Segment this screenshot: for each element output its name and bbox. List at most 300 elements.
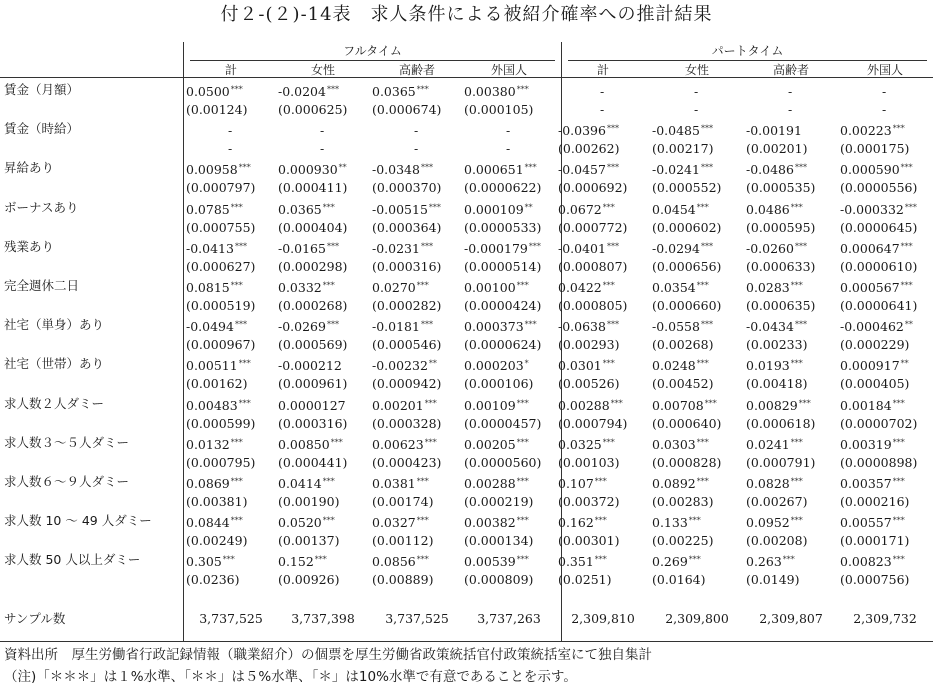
significance-marker: *** [602, 202, 615, 212]
coefficient-value: 0.00184 [840, 397, 892, 413]
coefficient-value: 0.0000127 [278, 397, 346, 413]
standard-error-cell: - [228, 141, 233, 157]
significance-marker: *** [700, 163, 713, 173]
standard-error-cell: - [882, 102, 887, 117]
coefficient-value: 0.0301 [558, 358, 602, 374]
significance-marker: *** [696, 281, 709, 290]
standard-error-cell: (0.000229) [840, 337, 910, 353]
coefficient-value: 0.0500 [186, 84, 230, 99]
coefficient-value: 0.00109 [464, 397, 516, 413]
standard-error-cell: (0.000595) [746, 219, 816, 235]
coefficient-cell [186, 81, 286, 99]
sample-size-value: 2,309,807 [759, 611, 823, 626]
coefficient-value: 0.00708 [652, 397, 704, 413]
coefficient-value: 0.133 [652, 515, 688, 531]
coefficient-value: 0.000109 [464, 201, 524, 217]
significance-marker: *** [904, 202, 917, 212]
coefficient-value: 0.0132 [186, 436, 230, 452]
coefficient-cell [746, 355, 846, 373]
coefficient-cell [746, 159, 846, 177]
coefficient-value: -0.0241 [652, 162, 700, 178]
standard-error-cell: (0.000316) [278, 415, 348, 431]
coefficient-cell [278, 473, 378, 491]
standard-error-cell: - [694, 102, 699, 117]
coefficient-value: 0.107 [558, 476, 594, 491]
standard-error-cell: (0.00233) [746, 337, 808, 353]
row-label: 完全週休二日 [4, 278, 80, 293]
standard-error-cell: (0.000640) [652, 415, 722, 431]
coefficient-cell [652, 512, 752, 530]
significance-marker: *** [524, 320, 537, 330]
coefficient-cell [464, 512, 564, 530]
coefficient-cell [464, 238, 564, 256]
significance-marker: ** [338, 163, 347, 173]
coefficient-cell [746, 238, 846, 256]
coefficient-value: - [694, 84, 699, 99]
coefficient-cell [746, 120, 846, 138]
significance-marker: *** [420, 163, 433, 173]
standard-error-cell: (0.0000645) [840, 219, 918, 235]
significance-marker: *** [230, 281, 243, 290]
coefficient-value: - [320, 123, 325, 139]
coefficient-cell [558, 473, 658, 491]
significance-marker: *** [416, 477, 429, 486]
coefficient-value: 0.0892 [652, 476, 696, 491]
standard-error-cell: (0.000618) [746, 415, 816, 431]
coefficient-cell [464, 277, 564, 295]
coefficient-cell [840, 120, 933, 138]
coefficient-value: 0.0815 [186, 280, 230, 295]
coefficient-cell [186, 395, 286, 413]
coefficient-cell [278, 199, 378, 217]
significance-marker: *** [700, 320, 713, 330]
standard-error-cell: (0.000961) [278, 376, 348, 392]
column-header: 計 [224, 63, 237, 77]
significance-marker: * [524, 359, 529, 369]
standard-error-cell: (0.000807) [558, 258, 628, 274]
significance-marker: *** [524, 163, 537, 173]
coefficient-cell [464, 316, 564, 334]
standard-error-cell: (0.000370) [372, 180, 442, 196]
group-header-label: フルタイム [343, 44, 402, 58]
coefficient-value: 0.0422 [558, 280, 602, 295]
coefficient-value: 0.263 [746, 554, 782, 570]
coefficient-cell [558, 355, 658, 373]
coefficient-value: 0.0248 [652, 358, 696, 374]
row-label: 残業あり [4, 238, 55, 254]
standard-error-cell: (0.000599) [186, 415, 256, 431]
coefficient-cell [186, 199, 286, 217]
significance-marker: *** [688, 555, 701, 565]
coefficient-value: 0.00288 [558, 397, 610, 413]
standard-error-cell: - [788, 102, 793, 117]
significance-marker: *** [892, 516, 905, 526]
significance-marker: *** [700, 241, 713, 251]
significance-marker: *** [222, 555, 235, 565]
significance-marker: *** [790, 359, 803, 369]
row-label: 求人数 50 人以上ダミー [4, 552, 141, 568]
significance-marker: *** [322, 281, 335, 290]
coefficient-cell [372, 434, 472, 452]
coefficient-cell [278, 395, 378, 413]
standard-error-cell: (0.000795) [186, 454, 256, 470]
significance-marker: *** [416, 555, 429, 565]
coefficient-value: 0.00205 [464, 436, 516, 452]
significance-marker: *** [704, 398, 717, 408]
significance-marker: *** [606, 163, 619, 173]
coefficient-cell [372, 316, 472, 334]
coefficient-cell [840, 316, 933, 334]
coefficient-cell [840, 434, 933, 452]
standard-error-cell: (0.00225) [652, 533, 714, 549]
significance-marker: *** [594, 477, 607, 486]
standard-error-cell: (0.00174) [372, 494, 434, 509]
standard-error-cell: (0.00381) [186, 494, 248, 509]
coefficient-value: -0.0204 [278, 84, 326, 99]
standard-error-cell: (0.00418) [746, 376, 808, 392]
significance-marker: *** [314, 555, 327, 565]
coefficient-value: 0.0414 [278, 476, 322, 491]
coefficient-value: 0.0365 [278, 201, 322, 217]
coefficient-value: - [600, 84, 605, 99]
column-header: 女性 [684, 63, 709, 77]
coefficient-value: 0.305 [186, 554, 222, 570]
coefficient-value: -0.0269 [278, 319, 326, 335]
coefficient-cell [186, 473, 286, 491]
coefficient-value: 0.0270 [372, 280, 416, 295]
standard-error-cell: (0.0000898) [840, 454, 918, 470]
standard-error-cell: (0.000105) [464, 102, 534, 117]
standard-error-cell: (0.000625) [278, 102, 348, 117]
row-label: 求人数６～９人ダミー [4, 474, 130, 489]
standard-error-cell: (0.000268) [278, 298, 348, 313]
coefficient-value: 0.0365 [372, 84, 416, 99]
coefficient-cell [746, 316, 846, 334]
coefficient-value: -0.00191 [746, 123, 802, 139]
coefficient-cell [746, 512, 846, 530]
standard-error-cell: (0.000692) [558, 180, 628, 196]
coefficient-value: - [788, 84, 793, 99]
significance-marker: *** [420, 241, 433, 251]
coefficient-cell [558, 551, 658, 569]
table-title: 付２-(２)-14表 求人条件による被紹介確率への推計結果 [220, 4, 713, 25]
significance-marker: *** [424, 398, 437, 408]
row-label: 求人数 10 ～ 49 人ダミー [4, 513, 152, 529]
standard-error-cell: (0.000791) [746, 454, 816, 470]
significance-marker: *** [326, 320, 339, 330]
coefficient-value: 0.00823 [840, 554, 892, 570]
coefficient-cell [464, 159, 564, 177]
coefficient-value: 0.0332 [278, 280, 322, 295]
coefficient-cell [746, 473, 846, 491]
significance-marker: *** [234, 320, 247, 330]
coefficient-value: -0.0260 [746, 240, 794, 256]
standard-error-cell: (0.000967) [186, 337, 256, 353]
coefficient-value: 0.0869 [186, 476, 230, 491]
coefficient-value: 0.0381 [372, 476, 416, 491]
significance-marker: *** [326, 85, 339, 94]
header-rule [0, 77, 933, 78]
significance-marker: *** [696, 477, 709, 486]
significance-marker: *** [230, 85, 243, 94]
significance-marker: *** [528, 241, 541, 251]
coefficient-cell [464, 81, 564, 99]
standard-error-cell: (0.000546) [372, 337, 442, 353]
significance-marker: *** [424, 437, 437, 447]
coefficient-cell [840, 159, 933, 177]
standard-error-cell: (0.000660) [652, 298, 722, 313]
standard-error-cell: (0.0000610) [840, 258, 918, 274]
significance-marker: *** [238, 359, 251, 369]
coefficient-cell [372, 551, 472, 569]
standard-error-cell: (0.00201) [746, 141, 808, 157]
significance-marker: *** [892, 555, 905, 565]
coefficient-cell [652, 355, 752, 373]
significance-marker: *** [516, 398, 529, 408]
coefficient-cell [464, 199, 564, 217]
significance-marker: *** [696, 202, 709, 212]
significance-marker: *** [322, 477, 335, 486]
significance-marker: *** [416, 85, 429, 94]
coefficient-cell [652, 238, 752, 256]
coefficient-cell [558, 434, 658, 452]
row-label: ボーナスあり [4, 199, 79, 215]
coefficient-value: -0.0348 [372, 162, 420, 178]
coefficient-cell [464, 434, 564, 452]
standard-error-cell: (0.0000533) [464, 219, 542, 235]
significance-marker: *** [420, 320, 433, 330]
significance-marker: *** [602, 281, 615, 290]
standard-error-cell: (0.00926) [278, 572, 340, 588]
coefficient-cell [278, 316, 378, 334]
coefficient-cell [278, 512, 378, 530]
coefficient-value: 0.000590 [840, 162, 900, 178]
group-header-fulltime [184, 42, 561, 60]
coefficient-value: 0.00201 [372, 397, 424, 413]
coefficient-value: 0.000651 [464, 162, 524, 178]
row-label: 求人数３～５人ダミー [4, 434, 130, 450]
coefficient-value: 0.00511 [186, 358, 238, 374]
coefficient-value: 0.0785 [186, 201, 230, 217]
row-label: 求人数２人ダミー [4, 395, 105, 411]
standard-error-cell: (0.000364) [372, 219, 442, 235]
row-label: 昇給あり [4, 160, 55, 176]
coefficient-cell [464, 395, 564, 413]
coefficient-value: 0.0952 [746, 515, 790, 531]
coefficient-value: - [882, 84, 887, 99]
group-header-label: パートタイム [711, 44, 784, 58]
significance-note: （注)「＊＊＊」は１%水準、「＊＊」は５%水準、「＊」は10%水準で有意であることを示す。 [4, 669, 577, 685]
coefficient-cell [464, 551, 564, 569]
coefficient-value: 0.0672 [558, 201, 602, 217]
standard-error-cell: (0.000805) [558, 298, 628, 313]
significance-marker: *** [428, 202, 441, 212]
coefficient-value: 0.0844 [186, 515, 230, 531]
coefficient-cell [186, 238, 286, 256]
coefficient-value: - [506, 123, 511, 139]
coefficient-value: 0.00100 [464, 280, 516, 295]
significance-marker: ** [900, 359, 909, 369]
coefficient-cell [840, 395, 933, 413]
coefficient-value: 0.0283 [746, 280, 790, 295]
standard-error-cell: (0.000216) [840, 494, 910, 509]
coefficient-cell [840, 512, 933, 530]
significance-marker: *** [790, 281, 803, 290]
coefficient-value: 0.0486 [746, 201, 790, 217]
coefficient-cell [746, 395, 846, 413]
significance-marker: *** [610, 398, 623, 408]
standard-error-cell: (0.00162) [186, 376, 248, 392]
significance-marker: *** [602, 437, 615, 447]
coefficient-value: - [228, 123, 233, 139]
group-header-parttime [562, 42, 933, 60]
standard-error-cell: (0.00372) [558, 494, 620, 509]
coefficient-value: 0.00380 [464, 84, 516, 99]
coefficient-cell [278, 238, 378, 256]
coefficient-cell [652, 159, 752, 177]
coefficient-value: 0.0241 [746, 436, 790, 452]
coefficient-cell [840, 473, 933, 491]
coefficient-value: 0.000373 [464, 319, 524, 335]
coefficient-value: -0.00515 [372, 201, 428, 217]
coefficient-value: -0.000332 [840, 201, 904, 217]
significance-marker: *** [326, 241, 339, 251]
coefficient-cell [652, 120, 752, 138]
significance-marker: *** [794, 241, 807, 251]
coefficient-cell [840, 551, 933, 569]
coefficient-value: 0.00958 [186, 162, 238, 178]
coefficient-value: 0.351 [558, 554, 594, 570]
standard-error-cell: - [414, 141, 419, 157]
coefficient-cell [372, 81, 472, 99]
coefficient-cell [278, 81, 378, 99]
coefficient-value: 0.000203 [464, 358, 524, 374]
standard-error-cell: (0.00283) [652, 494, 714, 509]
significance-marker: *** [606, 320, 619, 330]
standard-error-cell: (0.000535) [746, 180, 816, 196]
coefficient-cell [558, 199, 658, 217]
column-header: 高齢者 [398, 63, 435, 77]
coefficient-cell [746, 199, 846, 217]
significance-marker: *** [900, 241, 913, 251]
coefficient-value: 0.269 [652, 554, 688, 570]
row-label: 賃金（月額） [4, 82, 80, 97]
significance-marker: *** [900, 163, 913, 173]
standard-error-cell: (0.0000641) [840, 298, 918, 313]
coefficient-value: 0.0193 [746, 358, 790, 374]
significance-marker: *** [416, 281, 429, 290]
significance-marker: *** [782, 555, 795, 565]
standard-error-cell: (0.0000702) [840, 415, 918, 431]
significance-marker: *** [696, 359, 709, 369]
coefficient-cell [652, 395, 752, 413]
standard-error-cell: (0.00267) [746, 494, 808, 509]
sample-size-value: 3,737,525 [385, 611, 449, 626]
coefficient-value: -0.0231 [372, 240, 420, 256]
coefficient-cell [372, 473, 472, 491]
coefficient-cell [278, 355, 378, 373]
standard-error-cell: (0.00262) [558, 141, 620, 157]
significance-marker: *** [594, 555, 607, 565]
significance-marker: *** [416, 516, 429, 526]
coefficient-cell [840, 277, 933, 295]
coefficient-cell [186, 316, 286, 334]
coefficient-value: -0.0486 [746, 162, 794, 178]
standard-error-cell: (0.000519) [186, 298, 256, 313]
standard-error-cell: (0.000552) [652, 180, 722, 196]
standard-error-cell: (0.0000622) [464, 180, 542, 196]
coefficient-cell [840, 81, 933, 99]
coefficient-cell [652, 277, 752, 295]
standard-error-cell: (0.00249) [186, 533, 248, 549]
standard-error-cell: (0.000175) [840, 141, 910, 157]
coefficient-value: -0.0401 [558, 240, 606, 256]
column-header: 計 [596, 63, 609, 77]
standard-error-cell: (0.0000424) [464, 298, 542, 313]
standard-error-cell: (0.00217) [652, 141, 714, 157]
coefficient-cell [558, 238, 658, 256]
sample-size-value: 3,737,263 [477, 611, 541, 626]
coefficient-cell [372, 199, 472, 217]
standard-error-cell: (0.000441) [278, 454, 348, 470]
coefficient-value: 0.00539 [464, 554, 516, 570]
coefficient-value: 0.00829 [746, 397, 798, 413]
standard-error-cell: (0.000674) [372, 102, 442, 117]
significance-marker: ** [904, 320, 913, 330]
column-divider-left [183, 42, 184, 642]
standard-error-cell: (0.00268) [652, 337, 714, 353]
coefficient-value: -0.000212 [278, 358, 342, 374]
standard-error-cell: (0.0164) [652, 572, 706, 588]
standard-error-cell: (0.00124) [186, 102, 248, 117]
coefficient-cell [746, 277, 846, 295]
significance-marker: *** [238, 398, 251, 408]
standard-error-cell: (0.000755) [186, 219, 256, 235]
coefficient-value: -0.00232 [372, 358, 428, 374]
standard-error-cell: (0.00301) [558, 533, 620, 549]
coefficient-value: -0.0494 [186, 319, 234, 335]
coefficient-cell [558, 277, 658, 295]
standard-error-cell: (0.000569) [278, 337, 348, 353]
source-note: 資料出所 厚生労働省行政記録情報（職業紹介）の個票を厚生労働省政策統括官付政策統括室にて独自集計 [4, 647, 652, 663]
significance-marker: *** [688, 516, 701, 526]
significance-marker: *** [892, 124, 905, 134]
sample-size-value: 3,737,398 [291, 611, 355, 626]
coefficient-cell [746, 551, 846, 569]
standard-error-cell: (0.000316) [372, 258, 442, 274]
coefficient-value: 0.00288 [464, 476, 516, 491]
standard-error-cell: (0.000809) [464, 572, 534, 588]
standard-error-cell: (0.000106) [464, 376, 534, 392]
significance-marker: *** [790, 477, 803, 486]
coefficient-value: 0.0325 [558, 436, 602, 452]
coefficient-cell [464, 355, 564, 373]
coefficient-value: -0.000179 [464, 240, 528, 256]
standard-error-cell: (0.0000560) [464, 454, 542, 470]
coefficient-cell [840, 355, 933, 373]
coefficient-value: 0.000567 [840, 280, 900, 295]
standard-error-cell: (0.00452) [652, 376, 714, 392]
significance-marker: *** [900, 281, 913, 290]
coefficient-value: -0.0165 [278, 240, 326, 256]
standard-error-cell: (0.0236) [186, 572, 240, 588]
significance-marker: *** [798, 398, 811, 408]
standard-error-cell: (0.000423) [372, 454, 442, 470]
coefficient-cell [558, 316, 658, 334]
coefficient-value: -0.0413 [186, 240, 234, 256]
row-label: 社宅（世帯）あり [4, 356, 105, 372]
significance-marker: *** [322, 202, 335, 212]
